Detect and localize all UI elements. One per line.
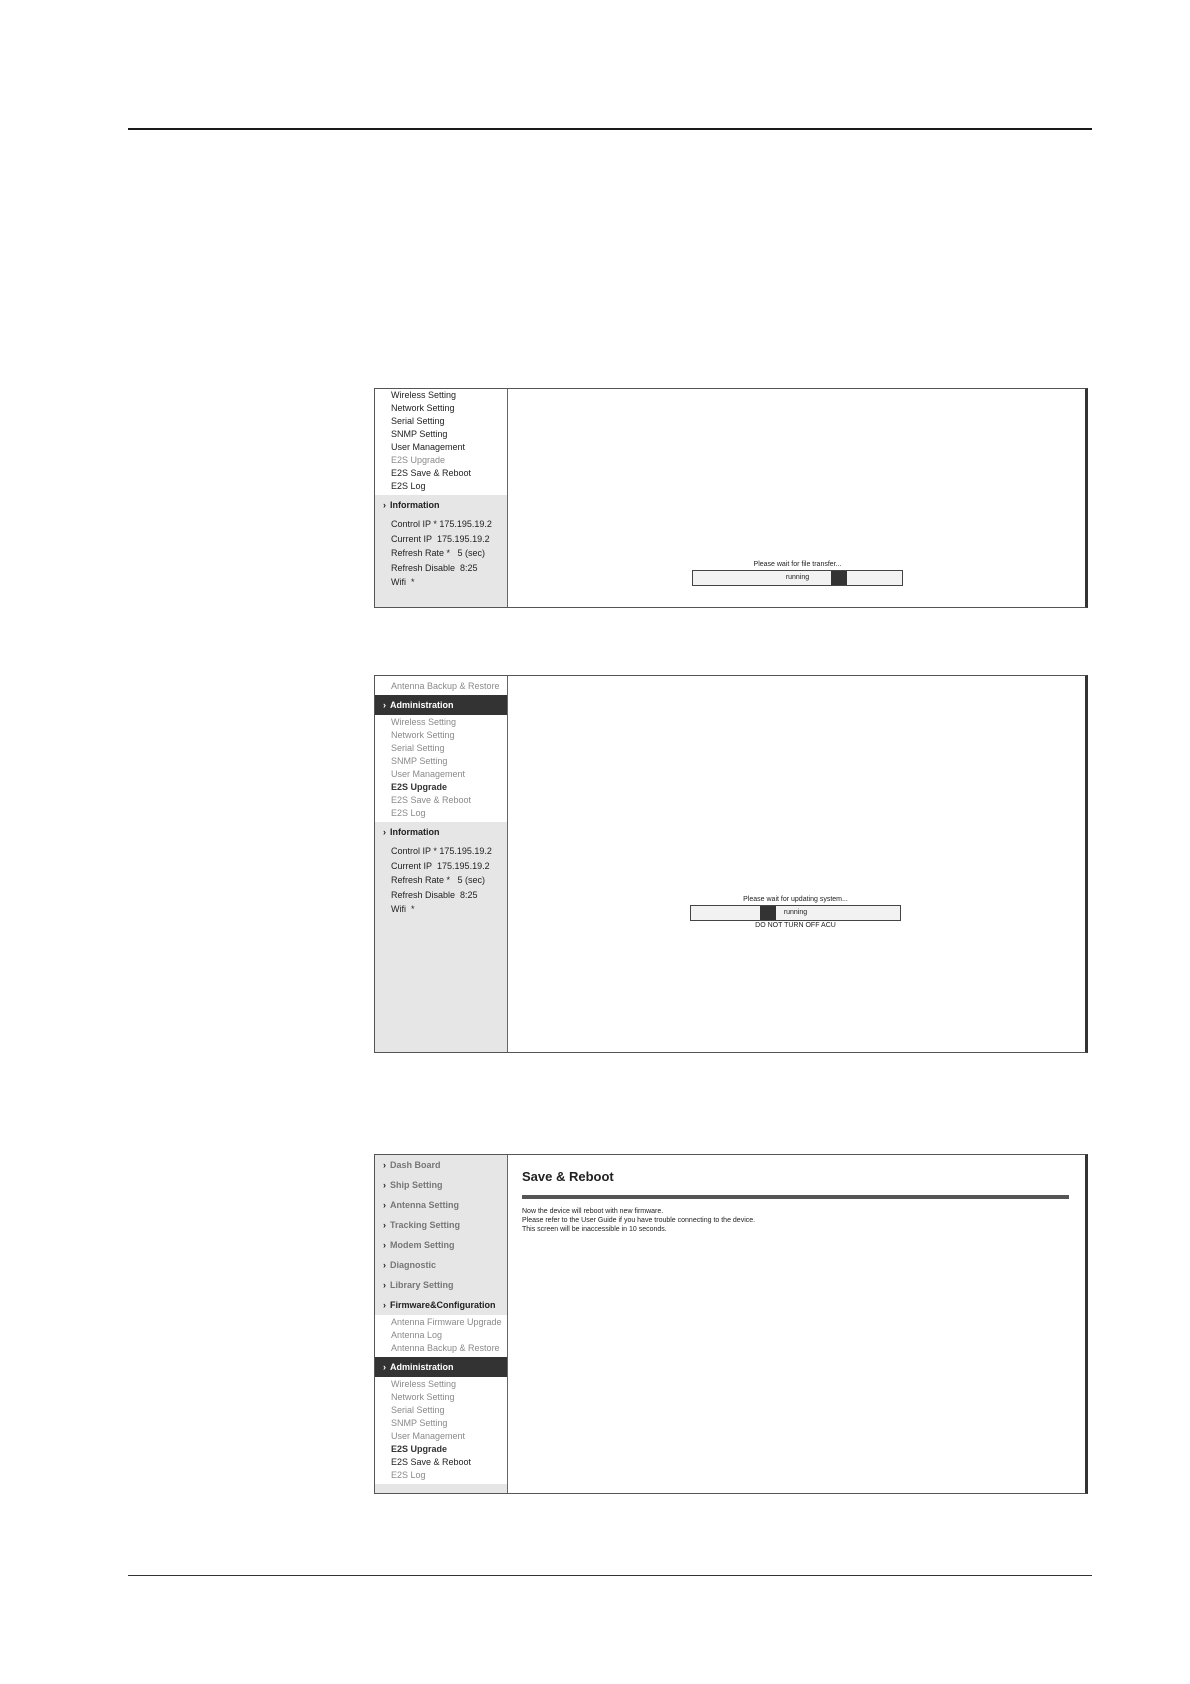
sidebar-item-e2s-upgrade[interactable]: E2S Upgrade xyxy=(391,455,446,465)
info-row-refresh-rate[interactable]: Refresh Rate * 5 (sec) xyxy=(391,548,486,558)
administration-submenu xyxy=(375,1377,507,1484)
transfer-progress xyxy=(692,561,903,586)
sidebar-item-network-setting[interactable]: Network Setting xyxy=(391,1392,455,1402)
sidebar-category-library-setting[interactable]: › Library Setting xyxy=(375,1275,507,1295)
main-content xyxy=(508,676,1085,1052)
sidebar-item-e2s-save-reboot[interactable]: E2S Save & Reboot xyxy=(391,795,472,805)
sidebar-item-user-management[interactable]: User Management xyxy=(391,442,466,452)
chevron-right-icon: › xyxy=(383,1220,386,1230)
chevron-right-icon: › xyxy=(383,1240,386,1250)
progress-bar xyxy=(690,905,901,921)
sidebar-item-network-setting[interactable]: Network Setting xyxy=(391,730,455,740)
firmware-submenu xyxy=(375,1315,507,1357)
sidebar-item-e2s-upgrade[interactable]: E2S Upgrade xyxy=(391,1444,448,1454)
sidebar-item-e2s-save-reboot[interactable]: E2S Save & Reboot xyxy=(391,468,472,478)
information-panel xyxy=(375,842,507,917)
message-line: This screen will be inaccessible in 10 seconds. xyxy=(522,1226,667,1233)
message-line: Please refer to the User Guide if you have trouble connecting to the device. xyxy=(522,1217,756,1224)
sidebar-item-user-management[interactable]: User Management xyxy=(391,769,466,779)
administration-submenu xyxy=(375,715,507,822)
sidebar-category-diagnostic[interactable]: › Diagnostic xyxy=(375,1255,507,1275)
administration-submenu xyxy=(375,389,507,495)
sidebar-item-serial-setting[interactable]: Serial Setting xyxy=(391,416,445,426)
chevron-right-icon: › xyxy=(383,1200,386,1210)
info-row-current-ip: Current IP 175.195.19.2 xyxy=(391,860,490,871)
sidebar-item-wireless-setting[interactable]: Wireless Setting xyxy=(391,1379,457,1389)
info-row-refresh-disable[interactable]: Refresh Disable 8:25 xyxy=(391,889,478,900)
chevron-right-icon: › xyxy=(383,1300,386,1310)
sidebar-category-information[interactable]: › Information xyxy=(375,822,507,842)
progress-status: running xyxy=(785,574,810,581)
sidebar-item-e2s-upgrade[interactable]: E2S Upgrade xyxy=(391,782,448,792)
reboot-message xyxy=(522,1207,755,1234)
title-divider xyxy=(522,1195,1069,1199)
update-progress xyxy=(690,896,901,929)
sidebar-item-network-setting[interactable]: Network Setting xyxy=(391,403,455,413)
sidebar-item-serial-setting[interactable]: Serial Setting xyxy=(391,1405,445,1415)
sidebar-item-snmp-setting[interactable]: SNMP Setting xyxy=(391,756,448,766)
progress-caption: Please wait for file transfer... xyxy=(753,561,842,568)
sidebar-item-user-management[interactable]: User Management xyxy=(391,1431,466,1441)
sidebar-item-serial-setting[interactable]: Serial Setting xyxy=(391,743,445,753)
sidebar-item-wireless-setting[interactable]: Wireless Setting xyxy=(391,390,457,400)
sidebar-category-ship-setting[interactable]: › Ship Setting xyxy=(375,1175,507,1195)
sidebar-category-tracking-setting[interactable]: › Tracking Setting xyxy=(375,1215,507,1235)
chevron-right-icon: › xyxy=(383,1180,386,1190)
sidebar-item-snmp-setting[interactable]: SNMP Setting xyxy=(391,429,448,439)
info-row-control-ip: Control IP * 175.195.19.2 xyxy=(391,519,492,529)
firmware-submenu xyxy=(375,676,507,695)
sidebar-item-antenna-firmware-upgrade[interactable]: Antenna Firmware Upgrade xyxy=(391,1317,502,1327)
progress-caption: Please wait for updating system... xyxy=(743,896,848,903)
sidebar-item-antenna-backup-restore[interactable]: Antenna Backup & Restore xyxy=(391,681,500,691)
sidebar xyxy=(375,676,508,1052)
chevron-right-icon: › xyxy=(383,1260,386,1270)
page-top-rule xyxy=(128,128,1092,130)
sidebar-item-e2s-log[interactable]: E2S Log xyxy=(391,481,426,491)
sidebar-category-administration[interactable]: › Administration xyxy=(375,1357,507,1377)
info-row-refresh-disable[interactable]: Refresh Disable 8:25 xyxy=(391,562,478,573)
progress-bar xyxy=(692,570,903,586)
sidebar-item-antenna-log[interactable]: Antenna Log xyxy=(391,1330,443,1340)
screenshot-save-reboot xyxy=(374,1154,1088,1494)
message-line: Now the device will reboot with new firmware. xyxy=(522,1208,664,1215)
screenshot-updating-system xyxy=(374,675,1088,1053)
sidebar-item-e2s-log[interactable]: E2S Log xyxy=(391,808,426,818)
info-row-control-ip: Control IP * 175.195.19.2 xyxy=(391,846,492,856)
chevron-right-icon: › xyxy=(383,827,386,837)
info-row-wifi[interactable]: Wifi * xyxy=(391,577,415,587)
info-row-current-ip: Current IP 175.195.19.2 xyxy=(391,533,490,544)
chevron-right-icon: › xyxy=(383,700,386,710)
screenshot-file-transfer xyxy=(374,388,1088,608)
sidebar-category-dash-board[interactable]: › Dash Board xyxy=(375,1155,507,1175)
sidebar-item-wireless-setting[interactable]: Wireless Setting xyxy=(391,717,457,727)
sidebar-category-firmware-configuration[interactable]: › Firmware&Configuration xyxy=(375,1295,507,1315)
page-title: Save & Reboot xyxy=(522,1169,614,1184)
main-content xyxy=(508,1155,1085,1493)
info-row-wifi[interactable]: Wifi * xyxy=(391,904,415,914)
chevron-right-icon: › xyxy=(383,1362,386,1372)
sidebar-category-administration[interactable]: › Administration xyxy=(375,695,507,715)
page-bottom-rule xyxy=(128,1575,1092,1576)
sidebar-item-e2s-log[interactable]: E2S Log xyxy=(391,1470,426,1480)
chevron-right-icon: › xyxy=(383,1160,386,1170)
progress-status: running xyxy=(783,909,808,916)
sidebar xyxy=(375,1155,508,1493)
chevron-right-icon: › xyxy=(383,500,386,510)
warning-note: DO NOT TURN OFF ACU xyxy=(755,922,836,929)
sidebar-category-antenna-setting[interactable]: › Antenna Setting xyxy=(375,1195,507,1215)
sidebar-item-e2s-save-reboot[interactable]: E2S Save & Reboot xyxy=(391,1457,472,1467)
sidebar-item-snmp-setting[interactable]: SNMP Setting xyxy=(391,1418,448,1428)
main-content xyxy=(508,389,1085,607)
sidebar-item-antenna-backup-restore[interactable]: Antenna Backup & Restore xyxy=(391,1343,500,1353)
sidebar xyxy=(375,389,508,607)
sidebar-category-modem-setting[interactable]: › Modem Setting xyxy=(375,1235,507,1255)
info-row-refresh-rate[interactable]: Refresh Rate * 5 (sec) xyxy=(391,875,486,885)
sidebar-category-information[interactable]: › Information xyxy=(375,495,507,515)
chevron-right-icon: › xyxy=(383,1280,386,1290)
information-panel xyxy=(375,515,507,590)
